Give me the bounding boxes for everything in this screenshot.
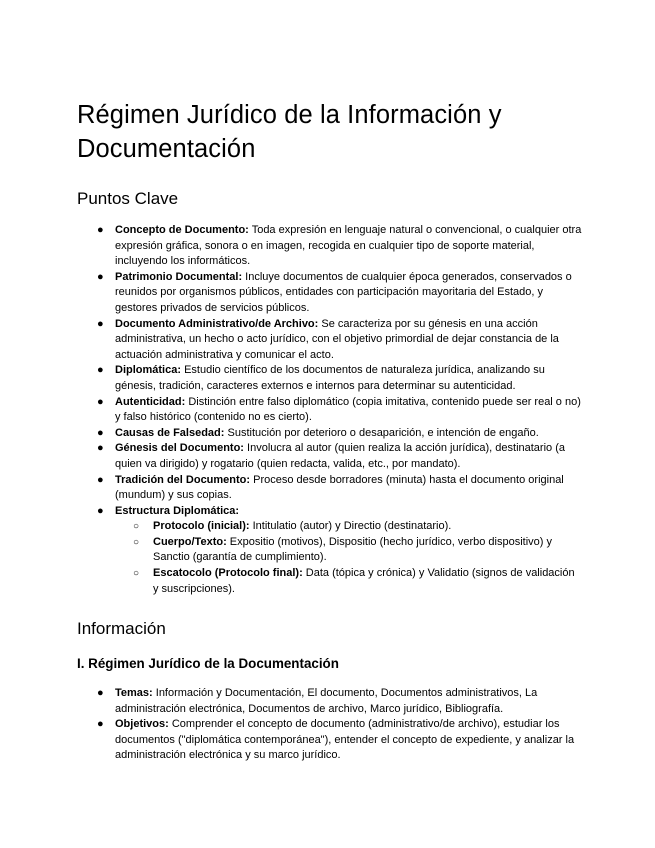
definition: Comprender el concepto de documento (administrativo/de archivo), estudiar los documentos ("diplomática contemporánea"), entender el concepto de expediente, y analizar la administración electrónica y su marco jurídico. [115, 718, 575, 762]
term: Cuerpo/Texto: [153, 535, 227, 548]
hollow-bullet-icon: ○ [133, 521, 140, 533]
info-list [77, 686, 583, 764]
definition: Incluye documentos de cualquier época generados, conservados o reunidos por organismos públicos, entidades con participación mayoritaria del Estado, y gestores privados de servicios públicos. [115, 270, 572, 314]
term: Génesis del Documento: [115, 442, 244, 455]
list-item [77, 270, 583, 317]
bullet-icon: ● [97, 442, 104, 455]
bullet-icon: ● [97, 426, 104, 439]
list-item [77, 686, 583, 717]
term: Documento Administrativo/de Archivo: [115, 317, 319, 330]
list-item [77, 223, 583, 270]
definition: Información y Documentación, El documento, Documentos administrativos, La administración electrónica, Documentos de archivo, Marco jurídico, Bibliografía. [115, 687, 538, 715]
list-item [77, 504, 583, 598]
list-item [77, 426, 583, 442]
definition: Proceso desde borradores (minuta) hasta el documento original (mundum) y sus copias. [115, 473, 564, 502]
term: Patrimonio Documental: [115, 270, 243, 283]
bullet-icon: ● [97, 224, 104, 236]
sub-list-item [115, 535, 583, 566]
term: Protocolo (inicial): [153, 520, 250, 533]
term: Autenticidad: [115, 395, 186, 408]
definition: Sustitución por deterioro o desaparición, e intención de engaño. [224, 426, 539, 439]
key-points-list [77, 223, 583, 597]
definition: Expositio (motivos), Dispositio (hecho jurídico, verbo dispositivo) y Sanctio (garantía de cumplimiento). [153, 535, 552, 564]
definition: Data (tópica y crónica) y Validatio (signos de validación y suscripciones). [153, 567, 575, 595]
bullet-icon: ● [97, 364, 104, 377]
list-item [77, 395, 583, 426]
definition: Distinción entre falso diplomático (copia imitativa, contenido puede ser real o no) y falso histórico (contenido no es cierto). [115, 395, 581, 424]
list-item [77, 441, 583, 472]
list-item [77, 717, 583, 764]
term: Concepto de Documento: [115, 224, 249, 236]
definition: Involucra al autor (quien realiza la acción jurídica), destinatario (a quien va dirigido) y rogatario (quien redacta, valida, etc., por mandato). [115, 442, 565, 470]
structure-sublist [115, 519, 583, 597]
bullet-icon: ● [97, 718, 104, 731]
definition: Toda expresión en lenguaje natural o convencional, o cualquier otra expresión gráfica, sonora o en imagen, recogida en cualquier tipo de soporte material, incluyendo los informáticos. [115, 224, 582, 268]
bullet-icon: ● [97, 473, 104, 486]
subsection-heading: I. Régimen Jurídico de la Documentación [77, 656, 339, 671]
list-item [77, 473, 583, 504]
term: Temas: [115, 687, 153, 699]
bullet-icon: ● [97, 317, 104, 330]
bullet-icon: ● [97, 687, 104, 699]
sub-list-item [115, 566, 583, 597]
term: Causas de Falsedad: [115, 426, 225, 439]
definition: Estudio científico de los documentos de naturaleza jurídica, analizando su génesis, tradición, caracteres externos e internos para determinar su autenticidad. [115, 364, 545, 392]
term: Objetivos: [115, 718, 169, 731]
bullet-icon: ● [97, 395, 104, 408]
term: Escatocolo (Protocolo final): [153, 567, 303, 580]
hollow-bullet-icon: ○ [133, 536, 140, 548]
section-heading-info: Información [77, 619, 166, 638]
term: Estructura Diplomática: [115, 504, 240, 517]
hollow-bullet-icon: ○ [133, 568, 140, 580]
term: Diplomática: [115, 364, 182, 377]
list-item [77, 363, 583, 394]
section-heading-key-points: Puntos Clave [77, 189, 179, 208]
term: Tradición del Documento: [115, 473, 251, 486]
definition: Se caracteriza por su génesis en una acción administrativa, un hecho o acto jurídico, con el objetivo primordial de dejar constancia de la actuación administrativa y comunicar el acto. [115, 317, 559, 361]
bullet-icon: ● [97, 504, 104, 517]
list-item [77, 317, 583, 364]
definition: Intitulatio (autor) y Directio (destinatario). [249, 520, 452, 533]
sub-list-item [115, 519, 583, 535]
document-title: Régimen Jurídico de la Información y Documentación [77, 101, 502, 163]
bullet-icon: ● [97, 270, 104, 283]
